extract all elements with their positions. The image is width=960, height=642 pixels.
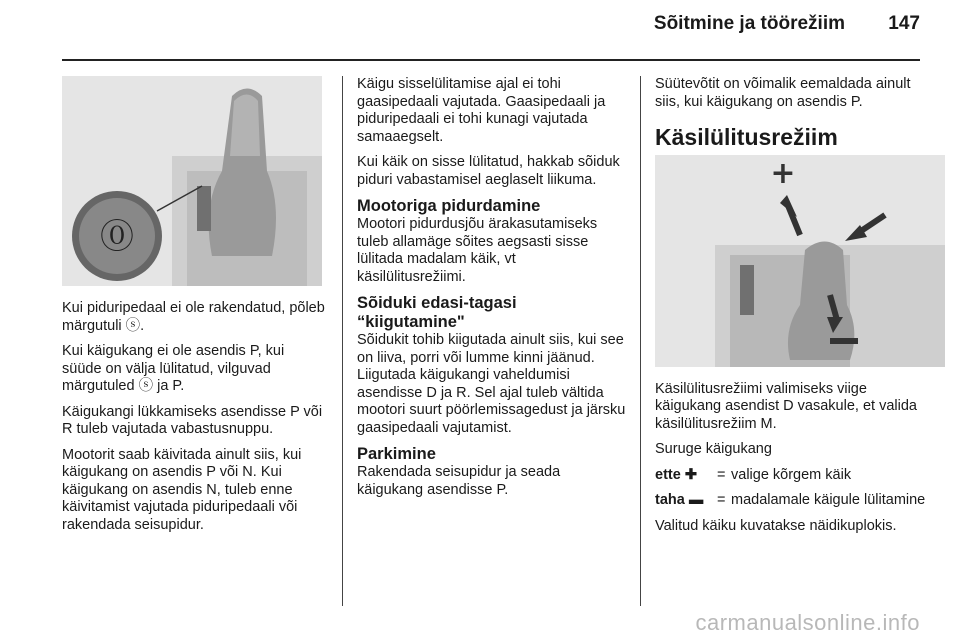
- col1-paragraph-3: Käigukangi lükkamiseks asendisse P või R tuleb vajutada vabastusnuppu.: [62, 403, 323, 437]
- gear-down-eq: =: [717, 492, 726, 508]
- gear-up-key: ette ✚: [655, 466, 697, 483]
- col3-paragraph-1: Süütevõtit on võimalik eemaldada ainult siis, kui käigukang on asendis P.: [655, 76, 911, 110]
- watermark: carmanualsonline.info: [695, 610, 920, 635]
- heading-parking: Parkimine: [357, 445, 436, 463]
- header-title: Sõitmine ja töörežiim: [653, 13, 845, 34]
- engine-braking-text: Mootori pidurdusjõu ärakasutamiseks tuleb allamäge sõites aegsasti sisse lülitada madalam käik, vt käsilülitusrežiimi.: [357, 216, 598, 285]
- figure-manual-shift: [655, 155, 945, 367]
- column-divider-2: [640, 76, 641, 606]
- col1-paragraph-1: Kui piduripedaal ei ole rakendatud, põleb märgutuli ⓢ.: [62, 300, 325, 334]
- column-1: [62, 76, 327, 542]
- parking-text: Rakendada seisupidur ja seada käigukang asendisse P.: [357, 464, 561, 498]
- heading-rocking: Sõiduki edasi-tagasi “kiigutamine": [357, 294, 517, 331]
- svg-text:+: +: [770, 155, 796, 191]
- column-2: [357, 76, 627, 507]
- col3-end-text: Valitud käiku kuvatakse näidikuplokis.: [655, 517, 897, 534]
- gear-row-up: [655, 467, 935, 485]
- gear-down-value: madalamale käigule lülitamine: [731, 492, 926, 508]
- gear-row-down: [655, 492, 935, 510]
- rocking-text: Sõidukit tohib kiigutada ainult siis, kui see on liiva, porri või lumme kinni jäänud. Liigutada käigukangi vaheldumisi asendisse D ja R. Sel ajal tuleb vältida mootori suurt pöörlemissagedust ja järsku gaasipedaali vajutamist.: [357, 332, 626, 436]
- page-number: 147: [888, 13, 920, 34]
- col1-paragraph-4: Mootorit saab käivitada ainult siis, kui käigukang on asendis P või N. Kui käigukang on asendis N, tuleb enne käivitamist vajutada piduripedaali või rakendada seisupidur.: [62, 446, 302, 533]
- col2-paragraph-2: Kui käik on sisse lülitatud, hakkab sõiduk piduri vabastamisel aeglaselt liikuma.: [357, 154, 620, 188]
- gear-up-eq: =: [717, 466, 726, 483]
- push-lever-text: Suruge käigukang: [655, 441, 772, 457]
- col2-paragraph-1: Käigu sisselülitamise ajal ei tohi gaasipedaali vajutada. Gaasipedaali ja piduripedaali ei tohi kunagi vajutada samaaegselt.: [357, 76, 606, 145]
- col1-paragraph-2: Kui käigukang ei ole asendis P, kui süüde on välja lülitatud, vilguvad märgutuled ⓢ ja P.: [62, 343, 285, 394]
- header-rule: [62, 59, 920, 61]
- column-3: [655, 76, 935, 543]
- gear-down-key: taha ▬: [655, 492, 704, 508]
- svg-text:⓪: ⓪: [100, 217, 134, 257]
- manual-mode-text: Käsilülitusrežiimi valimiseks viige käigukang asendist D vasakule, et valida käsilülitusrežiim M.: [655, 380, 917, 432]
- gear-up-value: valige kõrgem käik: [731, 466, 852, 483]
- column-divider-1: [342, 76, 343, 606]
- heading-manual-mode: Käsilülitusrežiim: [655, 124, 838, 150]
- heading-engine-braking: Mootoriga pidurdamine: [357, 197, 541, 215]
- figure-gear-shift-brake: [62, 76, 322, 286]
